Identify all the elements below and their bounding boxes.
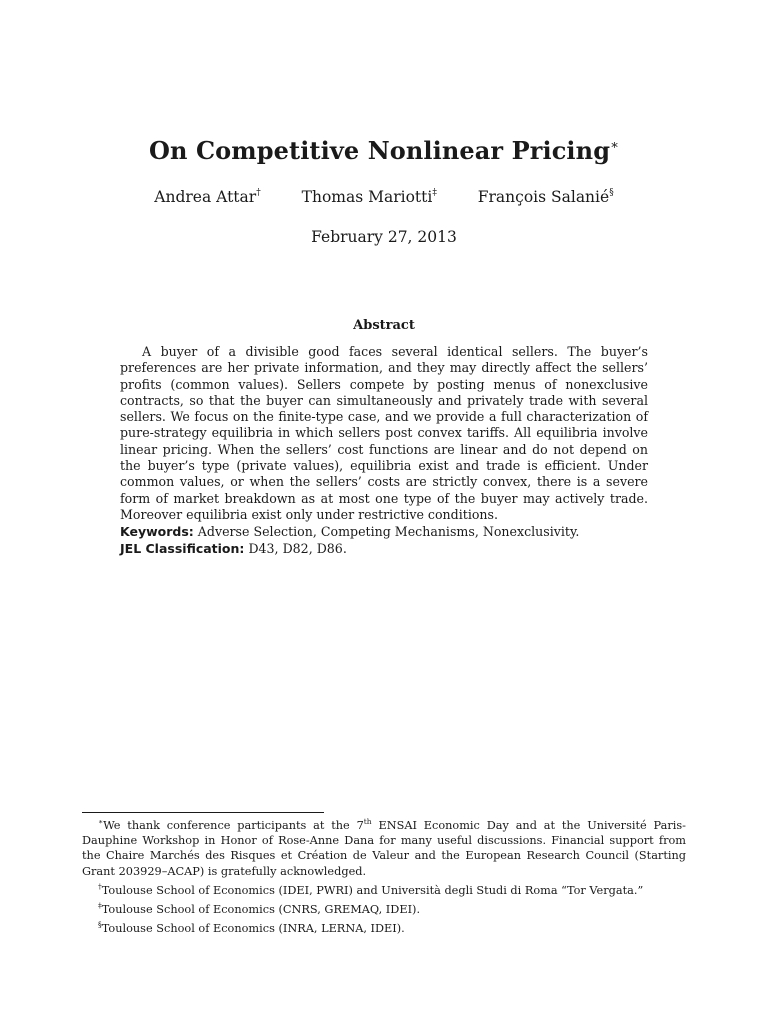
keywords-value: Adverse Selection, Competing Mechanisms, Nonexclusivity. xyxy=(197,524,580,539)
footnote-mark: ∗ xyxy=(98,817,104,826)
keywords-line xyxy=(120,523,648,540)
footnote-text: Toulouse School of Economics (INRA, LERNA, IDEI). xyxy=(101,922,405,936)
footnotes xyxy=(82,814,686,936)
author-name: Thomas Mariotti xyxy=(301,188,433,206)
author-attar xyxy=(154,188,260,206)
keywords-block xyxy=(120,523,648,557)
jel-value: D43, D82, D86. xyxy=(248,541,347,556)
footnote-text: ENSAI Economic Day and at the Université Paris-Dauphine Workshop in Honor of Rose-Anne Dana for many useful discussions. Financial support from the Chaire Marchés des Risques et Création de Valeur and the European Research Council (Starting Grant 203929–ACAP) is gratefully acknowledged. xyxy=(82,819,686,878)
footnote-affiliation-mariotti xyxy=(82,898,686,917)
footnote-affiliation-salanie xyxy=(82,917,686,936)
keywords-label: Keywords: xyxy=(120,524,194,539)
author-footnote-mark: † xyxy=(256,188,261,198)
paper-date: February 27, 2013 xyxy=(311,228,457,246)
title-footnote-mark: ∗ xyxy=(610,138,620,153)
author-mariotti xyxy=(302,188,437,206)
author-name: François Salanié xyxy=(477,188,610,206)
author-name: Andrea Attar xyxy=(154,188,257,206)
footnote-ordinal: th xyxy=(363,817,372,826)
jel-label: JEL Classification: xyxy=(120,541,245,556)
jel-line xyxy=(120,540,648,557)
footnote-text: Toulouse School of Economics (CNRS, GREMAQ, IDEI). xyxy=(101,903,421,917)
author-footnote-mark: § xyxy=(609,188,614,198)
footnote-divider xyxy=(82,812,324,813)
footnote-mark: ‡ xyxy=(98,901,102,911)
footnote-affiliation-attar xyxy=(82,879,686,898)
footnote-text: Toulouse School of Economics (IDEI, PWRI) and Università degli Studi di Roma “Tor Vergata.” xyxy=(101,883,644,897)
abstract-text: A buyer of a divisible good faces several identical sellers. The buyer’s preferences are her private information, and they may directly affect the sellers’ profits (common values). Sellers compete by posting menus of nonexclusive contracts, so that the buyer can simultaneously and privately trade with several sellers. We focus on the finite-type case, and we provide a full characterization of pure-strategy equilibria in which sellers post convex tariffs. All equilibria involve linear pricing. When the sellers’ cost functions are linear and do not depend on the buyer’s type (private values), equilibria exist and trade is efficient. Under common values, or when the sellers’ costs are strictly convex, there is a severe form of market breakdown as at most one type of the buyer may actively trade. Moreover equilibria exist only under restrictive conditions. xyxy=(120,344,648,522)
author-footnote-mark: ‡ xyxy=(432,188,437,198)
footnote-text: We thank conference participants at the 7 xyxy=(103,819,364,832)
footnote-acknowledgements xyxy=(82,814,686,879)
author-salanie xyxy=(478,188,614,206)
title-text: On Competitive Nonlinear Pricing xyxy=(148,136,611,165)
footnote-mark: † xyxy=(98,881,102,891)
abstract-heading: Abstract xyxy=(353,318,415,333)
footnote-mark: § xyxy=(98,920,102,930)
author-list xyxy=(0,188,768,206)
paper-title xyxy=(0,136,768,165)
